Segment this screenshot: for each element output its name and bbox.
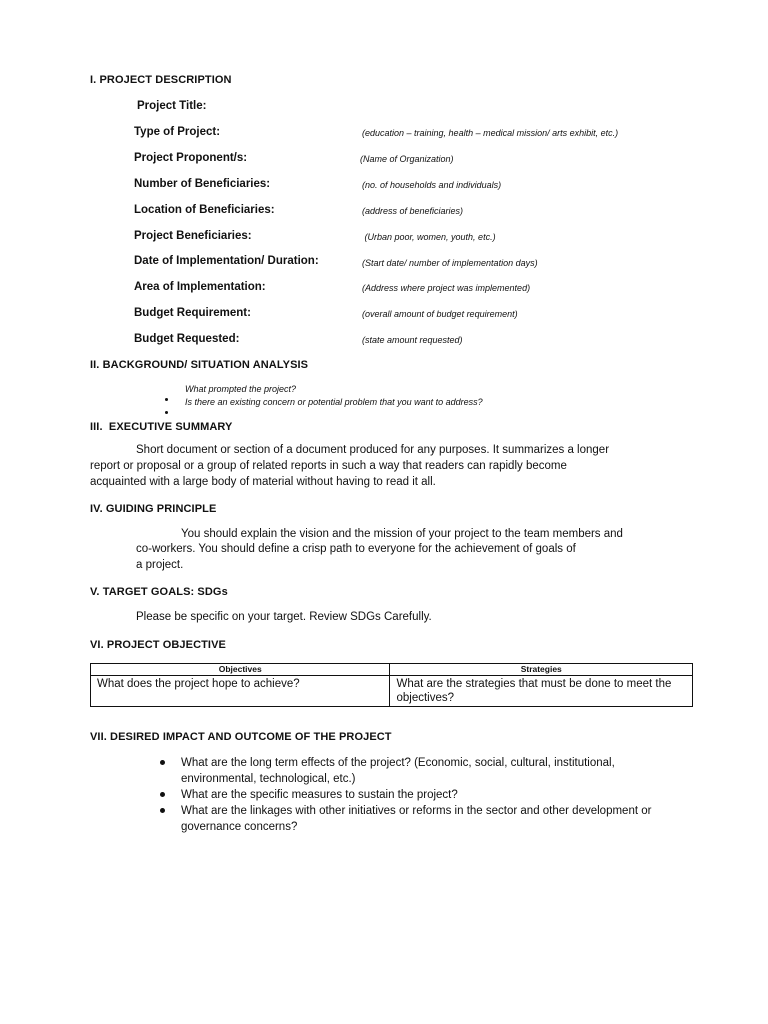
- objectives-strategies-table: [90, 663, 693, 707]
- section-heading-project-description: I. PROJECT DESCRIPTION: [90, 74, 232, 86]
- field-label-budget-requested: Budget Requested:: [134, 333, 240, 345]
- field-hint-location-of-beneficiaries: (address of beneficiaries): [362, 206, 464, 216]
- executive-summary-line-1: Short document or section of a document produced for any purposes. It summarizes a longer: [136, 444, 610, 456]
- table-cell-strategy: What are the strategies that must be done to meet the objectives?: [390, 676, 693, 707]
- target-goals-text: Please be specific on your target. Review SDGs Carefully.: [136, 611, 432, 623]
- field-hint-type-of-project: (education – training, health – medical mission/ arts exhibit, etc.): [362, 128, 619, 138]
- section-heading-executive-summary: III. EXECUTIVE SUMMARY: [90, 421, 233, 433]
- field-hint-area-of-implementation: (Address where project was implemented): [362, 283, 531, 293]
- list-item: What prompted the project?: [185, 384, 297, 394]
- section-heading-target-goals: V. TARGET GOALS: SDGs: [90, 586, 228, 598]
- field-label-budget-requirement: Budget Requirement:: [134, 307, 251, 319]
- field-hint-project-proponent: (Name of Organization): [360, 154, 454, 164]
- bullet-dot-icon: [160, 760, 165, 765]
- bullet-dot-icon: [160, 808, 165, 813]
- field-label-project-beneficiaries: Project Beneficiaries:: [134, 230, 252, 242]
- field-hint-number-of-beneficiaries: (no. of households and individuals): [362, 180, 502, 190]
- column-header-objectives: Objectives: [91, 664, 390, 676]
- guiding-principle-line-2: co-workers. You should define a crisp path to everyone for the achievement of goals of: [136, 543, 576, 555]
- list-item: Is there an existing concern or potential problem that you want to address?: [185, 397, 483, 407]
- bullet-dot-icon: [160, 792, 165, 797]
- document-page: I. PROJECT DESCRIPTION Project Title: Type of Project: (education – training, health – medical mission/ arts exhibit, etc.) Project Proponent/s: (Name of Organization) Number of Beneficiaries: (no. of households and individuals) Location of Beneficiaries: (address of beneficiaries) Project Beneficiaries: (Urban poor, women, youth, etc.) Date of Implementation/ Duration: (Start date/ number of implementation days) Area of Implementation: (Address where project was implemented) Budget Requirement: (overall amount of budget requirement) Budget Requested: (state amount requested) II. BACKGROUND/ SITUATION ANALYSIS What prompted the project? Is there an existing concern or potential problem that you want to address? III. EXECUTIVE SUMMARY Short document or section of a document produced for any purposes. It summarizes a longer report or proposal or a group of related reports in such a way that readers can rapidly become acquainted with a large body of material without having to read it all. IV. GUIDING PRINCIPLE You should explain the vision and the mission of your project to the team members and co-workers. You should define a crisp path to everyone for the achievement of goals of a project. V. TARGET GOALS: SDGs Please be specific on your target. Review SDGs Carefully. VI. PROJECT OBJECTIVE Objectives Strategies What does the project hope to achieve? What are the strategies that must be done to meet the objectives? VII. DESIRED IMPACT AND OUTCOME OF THE PROJECT What are the long term effects of the project? (Economic, social, cultural, institutional, environmental, technological, etc.) What are the specific measures to sustain the project? What are the linkages with other initiatives or reforms in the sector and other development or governance concerns?: [0, 0, 768, 1024]
- guiding-principle-line-1: You should explain the vision and the mission of your project to the team members and: [181, 528, 623, 540]
- field-hint-date-of-implementation: (Start date/ number of implementation days): [362, 258, 538, 268]
- table-row: [91, 676, 693, 707]
- guiding-principle-line-3: a project.: [136, 559, 184, 571]
- section-heading-background: II. BACKGROUND/ SITUATION ANALYSIS: [90, 359, 309, 371]
- field-label-area-of-implementation: Area of Implementation:: [134, 281, 266, 293]
- executive-summary-line-2: report or proposal or a group of related reports in such a way that readers can rapidly become: [90, 460, 567, 472]
- field-hint-budget-requirement: (overall amount of budget requirement): [362, 309, 518, 319]
- field-hint-project-beneficiaries: (Urban poor, women, youth, etc.): [362, 232, 496, 242]
- bullet-dot-icon: [165, 401, 168, 419]
- section-heading-desired-impact: VII. DESIRED IMPACT AND OUTCOME OF THE PROJECT: [90, 731, 392, 743]
- field-label-project-title: Project Title:: [137, 100, 207, 112]
- column-header-strategies: Strategies: [390, 664, 693, 676]
- table-cell-objective: What does the project hope to achieve?: [91, 676, 390, 707]
- field-label-number-of-beneficiaries: Number of Beneficiaries:: [134, 178, 271, 190]
- field-label-date-of-implementation: Date of Implementation/ Duration:: [134, 255, 319, 267]
- field-hint-budget-requested: (state amount requested): [362, 335, 463, 345]
- field-label-location-of-beneficiaries: Location of Beneficiaries:: [134, 204, 275, 216]
- field-label-type-of-project: Type of Project:: [134, 126, 221, 138]
- section-heading-guiding-principle: IV. GUIDING PRINCIPLE: [90, 503, 217, 515]
- field-label-project-proponent: Project Proponent/s:: [134, 152, 248, 164]
- executive-summary-line-3: acquainted with a large body of material without having to read it all.: [90, 476, 436, 488]
- section-heading-project-objective: VI. PROJECT OBJECTIVE: [90, 639, 226, 651]
- table-header-row: [91, 664, 693, 676]
